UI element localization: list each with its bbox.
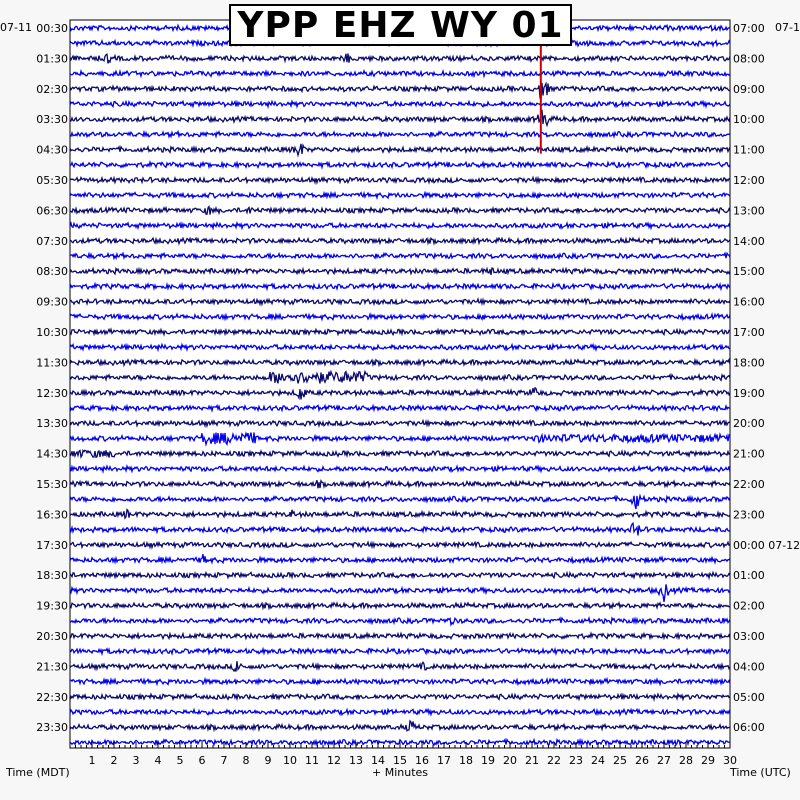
x-tick-label: 25 (613, 754, 627, 767)
right-hour-label: 10:00 (733, 113, 765, 127)
x-tick-label: 28 (679, 754, 693, 767)
right-hour-label: 07:00 (733, 22, 765, 35)
left-hour-label: 06:30 (36, 204, 68, 218)
left-hour-label: 08:30 (36, 265, 68, 279)
left-hour-label: 09:30 (36, 295, 68, 309)
right-hour-label: 12:00 (733, 174, 765, 187)
x-tick-label: 11 (305, 754, 319, 767)
x-tick-label: 27 (657, 754, 671, 767)
right-hour-label: 16:00 (733, 295, 765, 309)
right-hour-label: 17:00 (733, 326, 765, 339)
right-date-label: 07-1 (775, 21, 800, 34)
left-hour-label: 18:30 (36, 569, 68, 583)
x-tick-label: 29 (701, 754, 715, 767)
left-hour-label: 12:30 (36, 386, 68, 400)
x-tick-label: 26 (635, 754, 649, 767)
x-tick-label: 5 (176, 754, 184, 767)
left-hour-label: 21:30 (36, 660, 68, 674)
left-hour-label: 05:30 (36, 174, 68, 187)
x-tick-label: 9 (264, 754, 272, 767)
x-tick-label: 24 (591, 754, 605, 767)
x-tick-label: 19 (481, 754, 495, 767)
chart-title: YPP EHZ WY 01 (229, 4, 572, 46)
left-hour-label: 07:30 (36, 234, 68, 248)
right-hour-label: 15:00 (733, 265, 765, 279)
right-hour-label: 08:00 (733, 52, 765, 66)
left-hour-label: 20:30 (36, 630, 68, 643)
right-hour-label: 00:00 07-12 (733, 538, 800, 552)
x-tick-label: 12 (327, 754, 341, 767)
left-hour-label: 16:30 (36, 508, 68, 522)
left-hour-label: 10:30 (36, 326, 68, 339)
right-hour-label: 14:00 (733, 234, 765, 248)
right-hour-label: 18:00 (733, 356, 765, 370)
right-hour-label: 11:00 (733, 143, 765, 157)
x-tick-label: 1 (88, 754, 96, 767)
x-tick-label: 2 (110, 754, 118, 767)
right-hour-label: 21:00 (733, 447, 765, 461)
left-hour-label: 01:30 (36, 52, 68, 66)
x-tick-label: 15 (393, 754, 407, 767)
right-hour-label: 01:00 (733, 569, 765, 583)
left-hour-label: 02:30 (36, 82, 68, 96)
left-hour-label: 13:30 (36, 417, 68, 431)
left-hour-label: 19:30 (36, 599, 68, 613)
right-axis-footer: Time (UTC) (730, 766, 791, 779)
right-hour-label: 05:00 (733, 690, 765, 704)
right-hour-label: 22:00 (733, 478, 765, 491)
x-tick-label: 14 (371, 754, 385, 767)
x-tick-label: 3 (132, 754, 140, 767)
left-hour-label: 04:30 (36, 143, 68, 157)
x-axis-label: + Minutes (371, 766, 429, 779)
x-tick-label: 4 (154, 754, 162, 767)
x-tick-label: 22 (547, 754, 561, 767)
left-hour-label: 14:30 (36, 447, 68, 461)
left-hour-label: 17:30 (36, 538, 68, 552)
left-hour-label: 00:30 (36, 22, 68, 35)
x-tick-label: 30 (723, 754, 737, 767)
right-hour-label: 03:00 (733, 630, 765, 643)
left-hour-label: 22:30 (36, 690, 68, 704)
right-hour-label: 02:00 (733, 599, 765, 613)
x-tick-label: 20 (503, 754, 517, 767)
left-axis-footer: Time (MDT) (6, 766, 70, 779)
x-tick-label: 18 (459, 754, 473, 767)
x-tick-label: 23 (569, 754, 583, 767)
x-tick-label: 10 (283, 754, 297, 767)
x-tick-label: 7 (220, 754, 228, 767)
right-hour-label: 13:00 (733, 204, 765, 218)
left-date-label: 07-11 (0, 21, 32, 34)
right-hour-label: 09:00 (733, 82, 765, 96)
left-hour-label: 03:30 (36, 113, 68, 127)
x-tick-label: 17 (437, 754, 451, 767)
right-hour-label: 19:00 (733, 386, 765, 400)
x-tick-label: 6 (198, 754, 206, 767)
x-tick-label: 21 (525, 754, 539, 767)
right-hour-label: 20:00 (733, 417, 765, 431)
x-tick-label: 16 (415, 754, 429, 767)
right-hour-label: 23:00 (733, 508, 765, 522)
x-tick-label: 8 (242, 754, 250, 767)
left-hour-label: 11:30 (36, 356, 68, 370)
left-hour-label: 15:30 (36, 478, 68, 491)
right-hour-label: 06:00 (733, 721, 765, 735)
right-hour-label: 04:00 (733, 660, 765, 674)
left-hour-label: 23:30 (36, 721, 68, 735)
x-tick-label: 13 (349, 754, 363, 767)
